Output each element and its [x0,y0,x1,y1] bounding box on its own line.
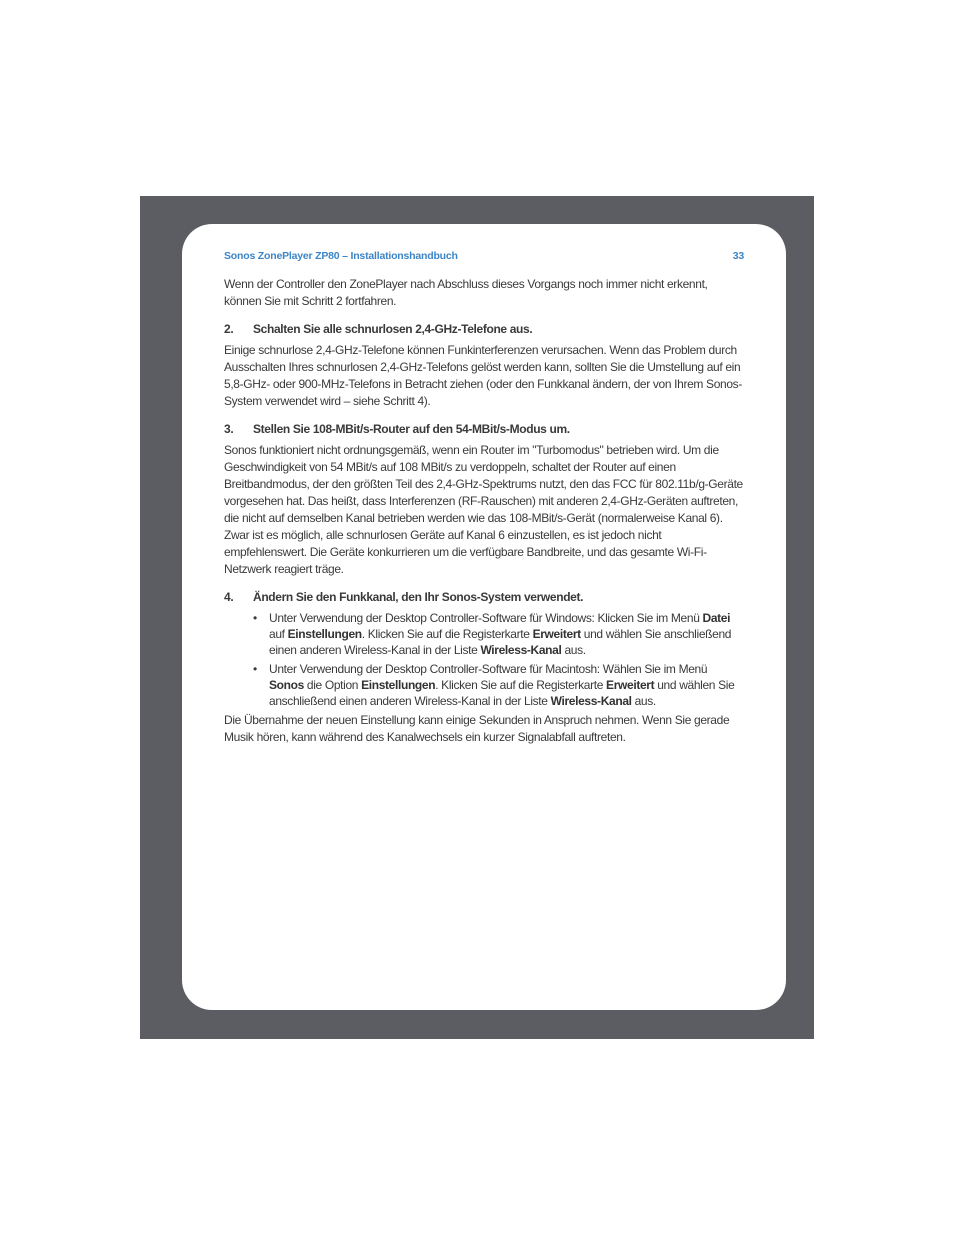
step-title: Ändern Sie den Funkkanal, den Ihr Sonos-System verwendet. [253,590,584,604]
bullet-dot: • [253,662,257,676]
tab-name: Erweitert [606,678,655,692]
step-2-body: Einige schnurlose 2,4-GHz-Telefone können Funkinterferenzen verursachen. Wenn das Problem durch Ausschalten Ihres schnurlosen 2,4-GHz-Telefons gelöst werden kann, sollten Sie die Umstellung auf ein 5,8-GHz- oder 900-MHz-Telefons in Betracht ziehen (oder den Funkkanal ändern, der von Ihrem Sonos-System verwendet wird – siehe Schritt 4). [224,343,742,408]
step-number: 3. [224,422,234,436]
intro-paragraph: Wenn der Controller den ZonePlayer nach Abschluss dieses Vorgangs noch immer nicht erkennt, können Sie mit Schritt 2 fortfahren. [224,277,708,308]
step-title: Stellen Sie 108-MBit/s-Router auf den 54-MBit/s-Modus um. [253,422,570,436]
bullet-macintosh: • Unter Verwendung der Desktop Controller-Software für Macintosh: Wählen Sie im Menü Sonos die Option Einstellungen. Klicken Sie auf die Registerkarte Erweitert und wählen Sie anschließend einen anderen Wireless-Kanal in der Liste Wireless-Kanal aus. [253,662,735,708]
closing-paragraph: Die Übernahme der neuen Einstellung kann einige Sekunden in Anspruch nehmen. Wenn Sie gerade Musik hören, kann während des Kanalwechsels ein kurzer Signalabfall auftreten. [224,713,730,744]
step-number: 2. [224,322,234,336]
page-number: 33 [732,250,744,262]
step-3-heading [224,421,744,438]
step-4-bullet-list [224,610,744,709]
running-header [224,247,744,265]
header-title: Sonos ZonePlayer ZP80 – Installationshandbuch [224,250,458,262]
step-number: 4. [224,590,234,604]
menu-name: Sonos [269,678,304,692]
page-content [224,247,744,746]
step-4-heading [224,589,744,606]
bullet-windows: • Unter Verwendung der Desktop Controller-Software für Windows: Klicken Sie im Menü Datei auf Einstellungen. Klicken Sie auf die Registerkarte Erweitert und wählen Sie anschließend einen anderen Wireless-Kanal in der Liste Wireless-Kanal aus. [253,611,732,657]
step-3-body: Sonos funktioniert nicht ordnungsgemäß, wenn ein Router im "Turbomodus" betrieben wird. Um die Geschwindigkeit von 54 MBit/s auf 108 MBit/s zu verdoppeln, schaltet der Router auf einen Breitbandmodus, der den größten Teil des 2,4-GHz-Spektrums nutzt, den das FCC für 802.11b/g-Geräte vorgesehen hat. Das heißt, dass Interferenzen (RF-Rauschen) mit anderen 2,4-GHz-Geräten auftreten, die nicht auf demselben Kanal betrieben werden wie das 108-MBit/s-Gerät (normalerweise Kanal 6). Zwar ist es möglich, alle schnurlosen Geräte auf Kanal 6 einzustellen, es ist jedoch nicht empfehlenswert. Die Geräte konkurrieren um die verfügbare Bandbreite, und das gesamte Wi-Fi-Netzwerk reagiert träge. [224,443,743,576]
menu-name: Datei [702,611,731,625]
list-name: Wireless-Kanal [480,643,562,657]
bullet-dot: • [253,611,257,625]
step-title: Schalten Sie alle schnurlosen 2,4-GHz-Telefone aus. [253,322,533,336]
menu-item: Einstellungen [361,678,436,692]
menu-item: Einstellungen [287,627,362,641]
step-2-heading [224,321,744,338]
tab-name: Erweitert [532,627,581,641]
list-name: Wireless-Kanal [550,694,632,708]
